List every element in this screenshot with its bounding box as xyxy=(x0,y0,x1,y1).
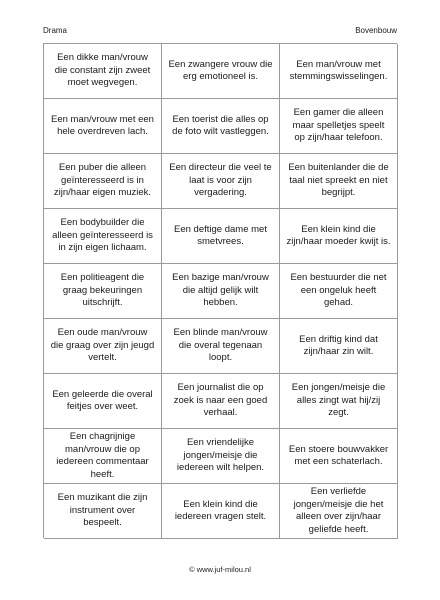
card-text: Een verliefde jongen/meisje die het alleen over zijn/haar geliefde heeft. xyxy=(293,486,384,535)
character-card xyxy=(280,99,398,154)
card-text: Een blinde man/vrouw die overal tegenaan loopt. xyxy=(173,327,268,364)
character-card xyxy=(162,429,280,484)
character-card xyxy=(162,154,280,209)
character-card xyxy=(280,429,398,484)
character-card xyxy=(280,319,398,374)
card-text: Een muzikant die zijn instrument over bespeelt. xyxy=(57,492,148,529)
character-card xyxy=(280,374,398,429)
card-text: Een deftige dame met smetvrees. xyxy=(174,223,267,247)
card-text: Een puber die alleen geïnteresseerd is in zijn/haar eigen muziek. xyxy=(53,162,152,199)
card-text: Een bestuurder die net een ongeluk heeft gehad. xyxy=(290,272,387,309)
card-text: Een klein kind die iedereen vragen stelt. xyxy=(174,498,267,522)
card-text: Een vriendelijke jongen/meisje die iedereen wilt helpen. xyxy=(176,437,265,474)
card-text: Een gamer die alleen maar spelletjes speelt op zijn/haar telefoon. xyxy=(292,107,385,144)
character-card xyxy=(280,484,398,539)
page-header xyxy=(43,26,397,38)
card-text: Een geleerde die overal feitjes over weet. xyxy=(52,388,153,412)
card-text: Een man/vrouw met stemmingswisselingen. xyxy=(289,58,388,82)
level-label: Bovenbouw xyxy=(355,26,397,35)
card-text: Een dikke man/vrouw die constant zijn zweet moet wegvegen. xyxy=(54,52,151,89)
copyright-footer: © www.juf-milou.nl xyxy=(189,565,251,574)
card-text: Een driftig kind dat zijn/haar zin wilt. xyxy=(299,333,378,357)
character-card xyxy=(44,264,162,319)
character-card xyxy=(44,154,162,209)
character-card xyxy=(44,484,162,539)
card-text: Een toerist die alles op de foto wilt vastleggen. xyxy=(172,113,269,137)
character-card xyxy=(280,264,398,319)
character-card xyxy=(44,44,162,99)
subject-label: Drama xyxy=(43,26,68,35)
character-card-grid xyxy=(43,43,397,538)
character-card xyxy=(280,209,398,264)
card-text: Een journalist die op zoek is naar een goed verhaal. xyxy=(173,382,268,419)
card-text: Een klein kind die zijn/haar moeder kwijt is. xyxy=(286,223,391,247)
character-card xyxy=(162,374,280,429)
character-card xyxy=(162,209,280,264)
character-card xyxy=(44,429,162,484)
card-text: Een chagrijnige man/vrouw die op iedereen commentaar heeft. xyxy=(56,431,149,480)
card-text: Een buitenlander die de taal niet spreekt en niet begrijpt. xyxy=(288,162,389,199)
card-text: Een bodybuilder die alleen geïnteresseerd is in zijn eigen lichaam. xyxy=(52,217,153,254)
character-card xyxy=(162,99,280,154)
character-card xyxy=(162,319,280,374)
card-text: Een stoere bouwvakker met een schaterlach. xyxy=(288,443,389,467)
character-card xyxy=(44,374,162,429)
character-card xyxy=(162,484,280,539)
character-card xyxy=(280,44,398,99)
card-text: Een oude man/vrouw die graag over zijn jeugd vertelt. xyxy=(50,327,155,364)
card-text: Een bazige man/vrouw die altijd gelijk wilt hebben. xyxy=(172,272,269,309)
card-text: Een jongen/meisje die alles zingt wat hij/zij zegt. xyxy=(291,382,386,419)
character-card xyxy=(44,209,162,264)
card-text: Een directeur die veel te laat is voor zijn vergadering. xyxy=(169,162,272,199)
character-card xyxy=(162,264,280,319)
card-text: Een zwangere vrouw die erg emotioneel is. xyxy=(168,58,273,82)
character-card xyxy=(44,99,162,154)
character-card xyxy=(44,319,162,374)
card-text: Een politieagent die graag bekeuringen uitschrijft. xyxy=(60,272,145,309)
card-text: Een man/vrouw met een hele overdreven lach. xyxy=(51,113,154,137)
character-card xyxy=(280,154,398,209)
character-card xyxy=(162,44,280,99)
